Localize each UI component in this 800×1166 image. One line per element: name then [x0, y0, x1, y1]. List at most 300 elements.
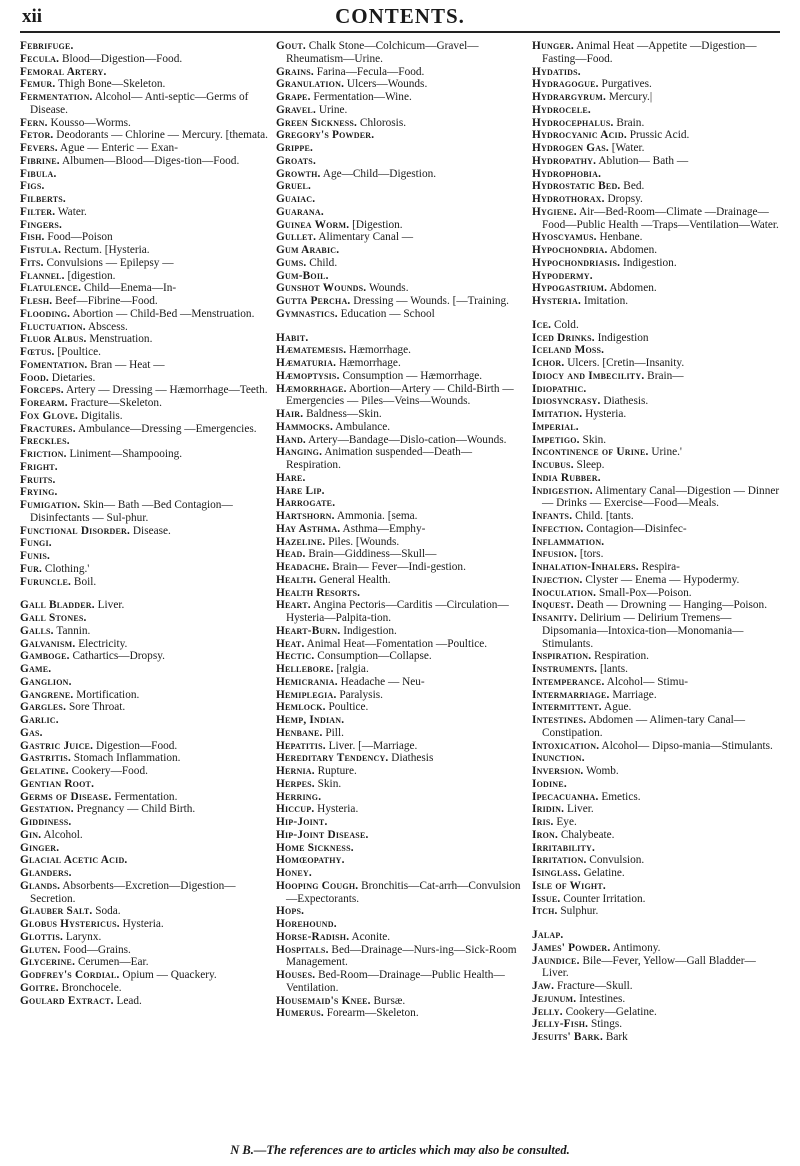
entry-references: Dropsy. — [607, 193, 643, 205]
entry-references: Piles. [Wounds. — [328, 535, 400, 548]
index-entry — [276, 650, 524, 663]
entry-headword: Injection. — [532, 573, 583, 586]
index-entry — [20, 714, 268, 727]
index-entry — [20, 435, 268, 448]
index-entry — [276, 752, 524, 765]
entry-headword: Infection. — [532, 522, 584, 535]
entry-headword: Heat. — [276, 637, 305, 650]
entry-references: Ammonia. [sema. — [336, 510, 418, 522]
index-entry — [20, 180, 268, 193]
index-entry — [20, 854, 268, 867]
entry-references: Brain— — [647, 369, 684, 382]
entry-references: Hæmorrhage. — [338, 357, 401, 369]
entry-headword: Incubus. — [532, 459, 574, 471]
index-entry — [20, 842, 268, 855]
index-entry — [20, 397, 268, 410]
entry-references: Hysteria. — [585, 408, 627, 420]
entry-headword: Femoral Artery. — [20, 65, 107, 78]
entry-headword: Hypochondria. — [532, 244, 608, 256]
entry-headword: Hysteria. — [532, 295, 581, 307]
entry-headword: Hyoscyamus. — [532, 231, 597, 244]
index-entry — [20, 155, 268, 168]
entry-references: Liver. [—Marriage. — [328, 739, 418, 752]
index-entry — [532, 129, 780, 142]
index-entry — [276, 995, 524, 1008]
entry-headword: Gutta Percha. — [276, 295, 351, 307]
entry-references: Marriage. — [612, 688, 657, 701]
index-entry — [20, 168, 268, 181]
entry-headword: Hand. — [276, 433, 306, 446]
entry-headword: Fruits. — [20, 473, 56, 486]
index-entry — [276, 548, 524, 561]
index-entry — [276, 357, 524, 370]
entry-headword: Fern. — [20, 116, 48, 129]
entry-headword: Granulation. — [276, 78, 345, 91]
index-column-1 — [20, 40, 268, 1140]
index-entry — [532, 421, 780, 434]
index-entry — [276, 308, 524, 321]
entry-references: Abdomen. — [609, 282, 657, 295]
entry-headword: Hanging. — [276, 446, 323, 459]
entry-headword: Horehound. — [276, 918, 337, 930]
entry-headword: Impetigo. — [532, 433, 580, 446]
entry-headword: Godfrey's Cordial. — [20, 969, 120, 981]
index-entry — [20, 461, 268, 474]
entry-headword: Gas. — [20, 726, 43, 739]
index-entry — [20, 550, 268, 563]
entry-headword: Itch. — [532, 905, 558, 918]
index-entry — [20, 423, 268, 436]
index-entry — [532, 980, 780, 993]
index-entry — [276, 778, 524, 791]
entry-references: [ralgia. — [336, 663, 369, 675]
index-entry — [20, 867, 268, 880]
index-entry — [20, 931, 268, 944]
entry-headword: Fomentation. — [20, 358, 88, 371]
index-entry — [532, 332, 780, 345]
index-entry — [532, 561, 780, 574]
index-entry — [532, 854, 780, 867]
index-entry — [20, 956, 268, 969]
entry-headword: Indigestion. — [532, 484, 593, 497]
index-entry — [532, 523, 780, 536]
index-entry — [532, 867, 780, 880]
entry-references: Food—Grains. — [63, 943, 131, 956]
entry-headword: Ganglion. — [20, 675, 72, 688]
index-entry — [532, 244, 780, 257]
entry-references: Ague — Enteric — Exan- — [60, 142, 178, 154]
entry-headword: Gangrene. — [20, 688, 74, 701]
index-entry — [276, 497, 524, 510]
entry-headword: Glottis. — [20, 930, 64, 943]
entry-headword: Hooping Cough. — [276, 879, 359, 892]
index-entry — [276, 408, 524, 421]
entry-headword: Fistula. — [20, 244, 62, 256]
entry-headword: Hemp, Indian. — [276, 714, 345, 726]
entry-references: Tannin. — [56, 624, 91, 637]
index-entry — [276, 91, 524, 104]
entry-headword: Infusion. — [532, 548, 578, 561]
entry-references: Chalk Stone—Colchicum—Gravel—Rheumatism—Urine. — [286, 40, 479, 65]
index-entry — [20, 701, 268, 714]
index-entry — [20, 257, 268, 270]
entry-headword: Friction. — [20, 448, 67, 460]
index-entry — [20, 969, 268, 982]
index-entry — [532, 599, 780, 612]
index-entry — [20, 448, 268, 461]
index-entry — [532, 270, 780, 283]
index-entry — [20, 982, 268, 995]
entry-references: Deodorants — Chlorine — Mercury. [themata. — [56, 129, 268, 142]
entry-references: Paralysis. — [339, 688, 383, 701]
entry-references: Sulphur. — [560, 905, 599, 918]
entry-headword: Galls. — [20, 624, 54, 637]
entry-references: Fracture—Skull. — [557, 980, 633, 992]
index-entry — [532, 319, 780, 332]
entry-headword: Goitre. — [20, 981, 59, 994]
entry-headword: Ginger. — [20, 841, 60, 854]
entry-headword: Harrogate. — [276, 497, 336, 510]
entry-headword: Filberts. — [20, 193, 66, 205]
entry-headword: Filter. — [20, 205, 56, 218]
index-entry — [276, 142, 524, 155]
entry-headword: Intoxication. — [532, 739, 600, 752]
entry-references: Cerumen—Ear. — [77, 956, 149, 969]
index-entry — [532, 880, 780, 893]
entry-headword: Hydrargyrum. — [532, 91, 607, 103]
index-entry — [532, 929, 780, 942]
index-entry — [532, 574, 780, 587]
entry-headword: Hæmatemesis. — [276, 344, 347, 357]
index-entry — [20, 333, 268, 346]
entry-references: Ague. — [604, 701, 632, 714]
entry-headword: Fright. — [20, 460, 58, 473]
entry-references: Contagion—Disinfec- — [586, 522, 687, 535]
entry-headword: Jelly. — [532, 1005, 563, 1018]
index-entry — [276, 599, 524, 625]
entry-headword: Horse-Radish. — [276, 930, 350, 943]
entry-references: Bed—Drainage—Nurs-ing—Sick-Room Management. — [286, 943, 517, 969]
index-entry — [20, 778, 268, 791]
index-entry — [276, 803, 524, 816]
entry-references: Convulsions — Epilepsy — — [46, 256, 174, 269]
entry-references: Fracture—Skeleton. — [70, 397, 162, 409]
index-entry — [276, 244, 524, 257]
entry-references: Antimony. — [612, 941, 661, 954]
index-entry — [20, 612, 268, 625]
entry-references: Child. — [309, 256, 338, 269]
entry-headword: Inflammation. — [532, 535, 605, 548]
index-entry — [276, 66, 524, 79]
entry-headword: Gluten. — [20, 943, 61, 956]
section-gap — [532, 918, 780, 929]
index-entry — [20, 474, 268, 487]
entry-headword: Gymnastics. — [276, 307, 338, 320]
index-entry — [276, 625, 524, 638]
entry-headword: Gout. — [276, 40, 306, 52]
entry-references: Urine.' — [651, 446, 682, 459]
index-entry — [532, 689, 780, 702]
index-entry — [532, 942, 780, 955]
entry-references: [Poultice. — [57, 346, 101, 358]
entry-references: Thigh Bone—Skeleton. — [58, 78, 166, 91]
entry-headword: Fibrine. — [20, 154, 60, 167]
entry-references: Bed. — [623, 180, 645, 193]
entry-headword: Inversion. — [532, 765, 584, 777]
entry-headword: Jesuits' Bark. — [532, 1031, 604, 1043]
entry-headword: Glanders. — [20, 867, 72, 879]
index-entry — [532, 408, 780, 421]
footnote: N B.—The references are to articles which may also be consulted. — [230, 1143, 570, 1157]
entry-headword: Fits. — [20, 256, 44, 269]
index-entry — [276, 638, 524, 651]
entry-headword: Hepatitis. — [276, 739, 326, 752]
entry-references: Liver. — [97, 599, 125, 612]
index-entry — [20, 282, 268, 295]
entry-headword: Fur. — [20, 562, 43, 575]
entry-references: Ulcers—Wounds. — [346, 78, 428, 91]
index-entry — [276, 701, 524, 714]
entry-references: Liniment—Shampooing. — [69, 448, 183, 460]
entry-references: Ablution— Bath — — [598, 154, 689, 167]
index-entry — [532, 778, 780, 791]
index-entry — [276, 434, 524, 447]
entry-headword: Growth. — [276, 167, 321, 180]
index-entry — [532, 434, 780, 447]
entry-headword: Hydrocephalus. — [532, 116, 614, 129]
entry-headword: James' Powder. — [532, 941, 611, 954]
index-entry — [20, 53, 268, 66]
entry-headword: Fetor. — [20, 129, 54, 142]
index-entry — [532, 842, 780, 855]
entry-headword: Hiccup. — [276, 803, 315, 816]
entry-headword: Hare Lip. — [276, 484, 325, 497]
index-entry — [276, 219, 524, 232]
entry-headword: Flatulence. — [20, 282, 82, 295]
entry-headword: Guaiac. — [276, 193, 316, 205]
entry-headword: Flesh. — [20, 295, 53, 307]
entry-references: Skin— Bath —Bed Contagion— Disinfectants — Sul-phur. — [30, 499, 233, 524]
entry-headword: Hare. — [276, 471, 306, 484]
index-entry — [20, 78, 268, 91]
entry-headword: Irritability. — [532, 841, 596, 854]
index-entry — [532, 383, 780, 396]
entry-references: Sleep. — [576, 459, 605, 471]
index-entry — [276, 689, 524, 702]
entry-headword: Irritation. — [532, 854, 587, 867]
entry-headword: Housemaid's Knee. — [276, 994, 371, 1007]
index-entry — [532, 650, 780, 663]
entry-references: Ulcers. [Cretin—Insanity. — [567, 357, 685, 369]
index-entry — [20, 563, 268, 576]
entry-references: Diathesis — [391, 752, 434, 765]
entry-references: Digestion—Food. — [95, 739, 178, 752]
entry-headword: Fish. — [20, 231, 45, 244]
index-entry — [276, 421, 524, 434]
entry-headword: Gall Stones. — [20, 612, 87, 624]
entry-headword: Gullet. — [276, 231, 317, 244]
index-entry — [276, 880, 524, 906]
entry-headword: Gentian Root. — [20, 777, 95, 790]
index-column-2 — [276, 40, 524, 1140]
index-entry — [532, 117, 780, 130]
index-entry — [20, 816, 268, 829]
entry-headword: Hunger. — [532, 40, 574, 52]
index-entry — [532, 663, 780, 676]
entry-references: Dietaries. — [51, 371, 96, 384]
entry-references: Womb. — [586, 765, 619, 777]
entry-headword: Furuncle. — [20, 575, 72, 588]
entry-references: Artery—Bandage—Dislo-cation—Wounds. — [308, 433, 507, 446]
entry-headword: Groats. — [276, 154, 316, 167]
index-entry — [20, 244, 268, 257]
entry-headword: Home Sickness. — [276, 841, 354, 854]
entry-headword: Hemicrania. — [276, 675, 338, 688]
entry-references: Respira- — [641, 561, 680, 573]
index-entry — [532, 893, 780, 906]
entry-references: Rupture. — [317, 765, 357, 777]
entry-headword: Food. — [20, 371, 49, 384]
entry-headword: Insanity. — [532, 612, 578, 624]
entry-references: Indigestion — [597, 331, 649, 344]
index-column-3 — [532, 40, 780, 1140]
entry-headword: Grippe. — [276, 142, 314, 154]
index-entry — [276, 270, 524, 283]
index-entry — [20, 206, 268, 219]
index-entry — [20, 270, 268, 283]
index-entry — [532, 104, 780, 117]
entry-references: Child. [tants. — [575, 510, 634, 522]
index-entry — [532, 803, 780, 816]
entry-headword: Hammocks. — [276, 420, 333, 433]
entry-headword: Forceps. — [20, 384, 64, 397]
entry-references: Water. — [57, 205, 87, 218]
entry-headword: Gum Arabic. — [276, 244, 340, 256]
index-entry — [20, 117, 268, 130]
entry-headword: Health. — [276, 573, 317, 586]
index-entry — [276, 193, 524, 206]
entry-headword: Garlic. — [20, 714, 59, 726]
entry-references: Stomach Inflammation. — [73, 752, 181, 765]
entry-references: Animation suspended—Death—Respiration. — [286, 446, 473, 471]
entry-references: Digitalis. — [80, 409, 123, 422]
index-entry — [20, 791, 268, 804]
index-entry — [276, 676, 524, 689]
entry-references: Purgatives. — [601, 78, 652, 91]
index-entry — [20, 765, 268, 778]
index-entry — [532, 752, 780, 765]
index-entry — [276, 485, 524, 498]
index-entry — [20, 599, 268, 612]
entry-references: Prussic Acid. — [629, 129, 690, 142]
index-entry — [532, 1031, 780, 1044]
index-entry — [532, 740, 780, 753]
entry-headword: Habit. — [276, 331, 309, 344]
entry-headword: Grains. — [276, 65, 314, 78]
entry-references: Indigestion. — [622, 256, 677, 269]
entry-references: Stings. — [591, 1018, 623, 1031]
index-entry — [532, 765, 780, 778]
entry-headword: Humerus. — [276, 1007, 324, 1020]
index-entry — [20, 525, 268, 538]
index-entry — [20, 576, 268, 589]
index-entry — [20, 944, 268, 957]
index-entry — [20, 372, 268, 385]
index-entry — [532, 295, 780, 308]
entry-headword: Glauber Salt. — [20, 905, 93, 918]
entry-references: Alcohol. — [43, 828, 83, 841]
entry-references: Child—Enema—In- — [83, 282, 177, 295]
index-entry — [20, 918, 268, 931]
entry-references: Age—Child—Digestion. — [322, 167, 437, 180]
index-entry — [20, 219, 268, 232]
index-entry — [276, 931, 524, 944]
entry-references: Mortification. — [76, 688, 140, 701]
entry-headword: Iron. — [532, 828, 558, 841]
entry-headword: Honey. — [276, 867, 312, 879]
entry-headword: Freckles. — [20, 435, 70, 448]
index-entry — [20, 142, 268, 155]
entry-references: Eye. — [556, 816, 577, 828]
entry-headword: Ice. — [532, 318, 552, 331]
entry-headword: Fœtus. — [20, 346, 55, 358]
entry-headword: Hæmaturia. — [276, 357, 337, 369]
entry-references: Convulsion. — [589, 854, 645, 867]
index-entry — [276, 332, 524, 345]
index-entry — [276, 714, 524, 727]
entry-headword: Hip-Joint. — [276, 816, 328, 828]
index-entry — [276, 905, 524, 918]
entry-headword: Hemiplegia. — [276, 688, 337, 701]
entry-references: Education — School — [340, 307, 435, 320]
index-entry — [276, 117, 524, 130]
entry-references: Alcohol— Dipso-mania—Stimulants. — [601, 739, 773, 752]
index-entry — [276, 791, 524, 804]
index-entry — [20, 663, 268, 676]
index-entry — [20, 752, 268, 765]
entry-headword: Hydragogue. — [532, 78, 599, 91]
entry-references: Artery — Dressing — Hæmorrhage—Teeth. — [65, 384, 268, 397]
index-entry — [532, 231, 780, 244]
entry-references: Cookery—Gelatine. — [565, 1005, 657, 1018]
entry-headword: Giddiness. — [20, 816, 72, 828]
entry-headword: Incontinence of Urine. — [532, 446, 649, 459]
entry-headword: Fingers. — [20, 218, 63, 231]
entry-headword: Gamboge. — [20, 650, 70, 663]
entry-headword: Iridin. — [532, 803, 565, 816]
index-entry — [276, 969, 524, 995]
index-entry — [532, 816, 780, 829]
entry-headword: Goulard Extract. — [20, 994, 114, 1007]
entry-references: Consumption — Hæmorrhage. — [342, 369, 483, 382]
index-entry — [532, 587, 780, 600]
entry-headword: Imperial. — [532, 420, 579, 433]
entry-references: Diathesis. — [603, 395, 649, 408]
entry-headword: Fox Glove. — [20, 409, 79, 422]
entry-references: Lead. — [116, 994, 142, 1007]
index-entry — [532, 257, 780, 270]
entry-headword: Gin. — [20, 828, 42, 841]
index-entry — [20, 995, 268, 1008]
entry-references: Skin. — [317, 777, 342, 790]
entry-references: Animal Heat—Fomentation —Poultice. — [306, 637, 488, 650]
index-entry — [20, 321, 268, 334]
entry-headword: Fumigation. — [20, 499, 81, 511]
entry-references: Henbane. — [599, 231, 643, 244]
entry-references: Respiration. — [594, 650, 650, 663]
entry-headword: Gastritis. — [20, 752, 71, 765]
entry-headword: Hartshorn. — [276, 510, 335, 522]
